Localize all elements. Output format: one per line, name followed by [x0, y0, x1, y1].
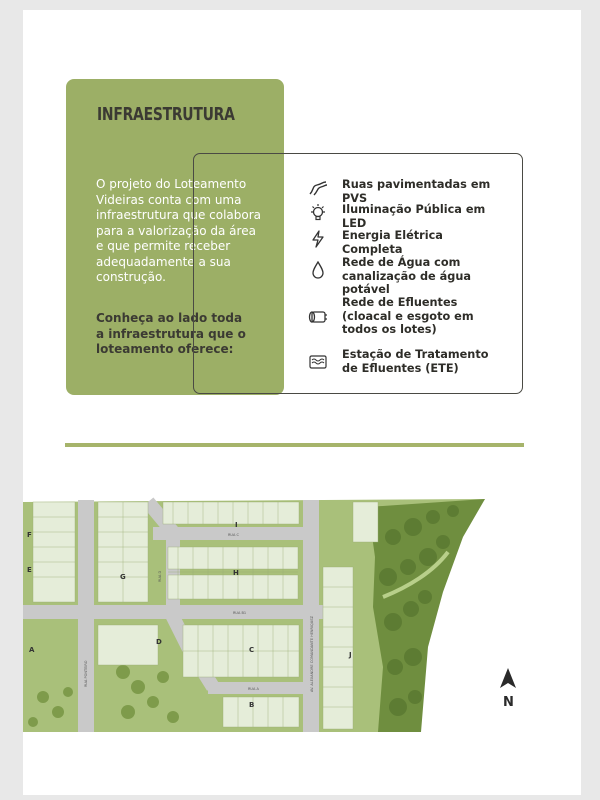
lightning-icon	[308, 229, 328, 249]
block-letter-label: F	[27, 531, 32, 539]
block-letter-label: A	[29, 646, 35, 654]
feature-label: Rede de Água com canalização de água potável	[342, 256, 471, 296]
water-drop-icon	[308, 260, 328, 280]
feature-item	[308, 229, 507, 256]
intro-paragraph: O projeto do Loteamento Videiras conta com uma infraestrutura que colabora para a valorização da área e que permite receber adequadamente a sua construção.	[96, 177, 262, 284]
feature-item	[308, 348, 507, 375]
block-letter-label: D	[156, 638, 162, 646]
site-plan-map	[23, 497, 493, 732]
road-icon	[308, 178, 328, 198]
block-letter-label: E	[27, 566, 32, 574]
street-label: RUA A	[248, 687, 259, 691]
street-label: RUA PONTEIRO	[84, 660, 88, 687]
street-label: RUA D	[158, 570, 162, 582]
block-letter-label: G	[120, 573, 126, 581]
block-letter-label: B	[249, 701, 255, 709]
north-arrow-icon	[497, 666, 519, 710]
feature-item	[308, 203, 507, 230]
street-label: RUA B1	[233, 611, 247, 615]
section-divider	[65, 443, 524, 447]
feature-label: Iluminação Pública em LED	[342, 203, 486, 230]
street-label: AV. ALEXANDRE COMANDANTE HENRIQUEZ	[310, 616, 314, 692]
block-letter-label: I	[235, 521, 238, 529]
block-letter-label: H	[233, 569, 239, 577]
feature-label: Rede de Efluentes (cloacal e esgoto em todos os lotes)	[342, 296, 474, 336]
north-label: N	[503, 695, 514, 710]
street-label: RUA C	[228, 533, 239, 537]
callout-text: Conheça ao lado toda a infraestrutura que o loteamento oferece:	[96, 311, 246, 356]
feature-item	[308, 256, 507, 297]
lightbulb-icon	[308, 203, 328, 223]
block-letter-label: C	[249, 646, 255, 654]
feature-label: Estação de Tratamento de Efluentes (ETE)	[342, 348, 489, 375]
feature-label: Energia Elétrica Completa	[342, 229, 443, 256]
section-title: INFRAESTRUTURA	[97, 104, 235, 125]
pipe-icon	[308, 307, 328, 327]
feature-label: Ruas pavimentadas em PVS	[342, 178, 491, 205]
treatment-icon	[308, 352, 328, 372]
feature-item	[308, 296, 507, 337]
block-letter-label: J	[349, 651, 352, 659]
feature-item	[308, 178, 507, 205]
